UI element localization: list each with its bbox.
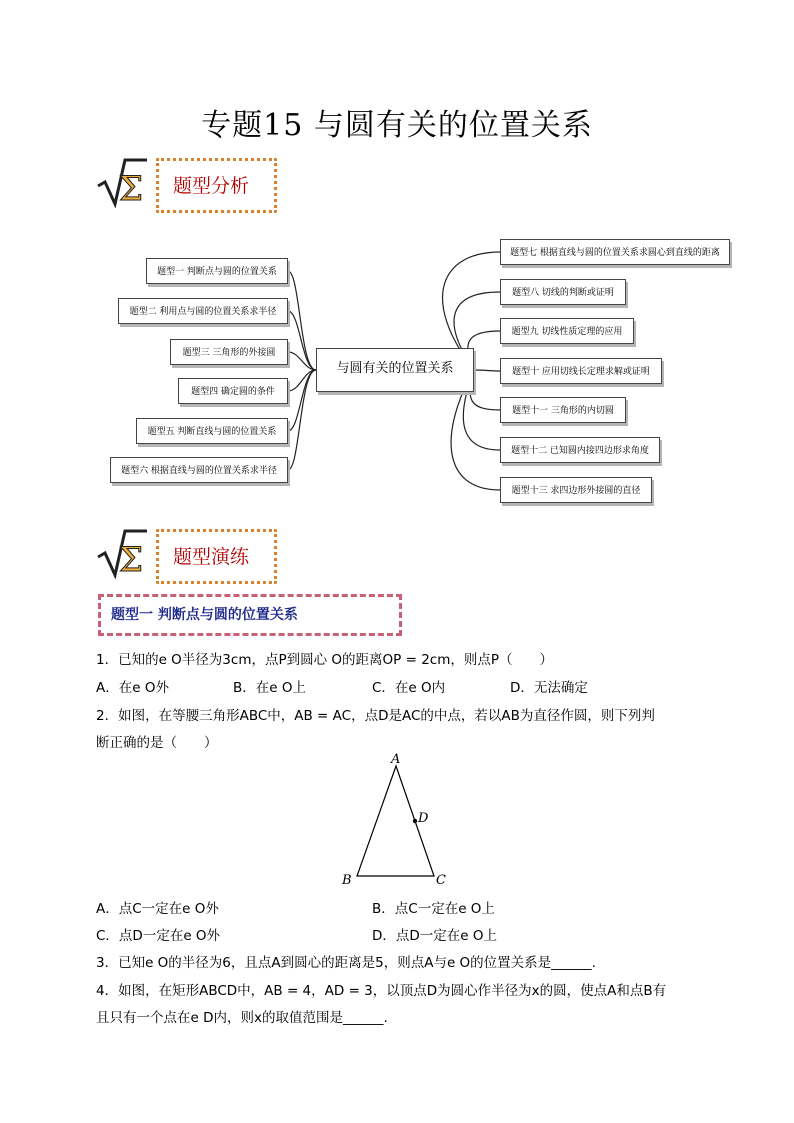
- mind-map-node-type9: 题型九 切线性质定理的应用: [500, 318, 634, 344]
- mind-map: [0, 0, 794, 520]
- mind-map-node-type3: 题型三 三角形的外接圆: [170, 339, 288, 365]
- mind-map-node-type7: 题型七 根据直线与圆的位置关系求圆心到直线的距离: [500, 239, 730, 265]
- triangle-figure: [330, 750, 460, 890]
- q2-option-c: C．点D一定在e O外: [96, 928, 221, 944]
- question-2-line1: 2．如图，在等腰三角形ABC中，AB = AC，点D是AC的中点，若以AB为直径作圆，则下列判: [96, 708, 655, 724]
- svg-text:Σ: Σ: [119, 540, 144, 579]
- mind-map-node-type8: 题型八 切线的判断或证明: [500, 279, 626, 305]
- question-3: 3．已知e O的半径为6，且点A到圆心的距离是5，则点A与e O的位置关系是______.: [96, 955, 596, 971]
- q1-option-b: B．在e O上: [233, 680, 306, 696]
- q2-option-b: B．点C一定在e O上: [372, 901, 495, 917]
- sqrt-sigma-icon: [95, 527, 150, 579]
- mind-map-center: 与圆有关的位置关系: [316, 348, 474, 392]
- mind-map-node-type2: 题型二 利用点与圆的位置关系求半径: [118, 298, 288, 324]
- label-c: C: [436, 873, 446, 888]
- label-d: D: [418, 811, 429, 826]
- label-a: A: [391, 752, 401, 767]
- mind-map-node-type6: 题型六 根据直线与圆的位置关系求半径: [110, 457, 288, 483]
- mind-map-node-type4: 题型四 确定圆的条件: [178, 378, 288, 404]
- q2-option-a: A．点C一定在e O外: [96, 901, 219, 917]
- question-4-line2: 且只有一个点在e D内，则x的取值范围是______.: [96, 1010, 388, 1026]
- q1-option-d: D．无法确定: [510, 680, 588, 696]
- section-analysis-label: 题型分析: [156, 158, 277, 213]
- section-practice-label: 题型演练: [156, 529, 277, 584]
- q1-option-a: A．在e O外: [96, 680, 169, 696]
- mind-map-node-type5: 题型五 判断直线与圆的位置关系: [136, 418, 288, 444]
- label-b: B: [342, 873, 352, 888]
- svg-text:Σ: Σ: [119, 169, 144, 208]
- mind-map-node-type13: 题型十三 求四边形外接圆的直径: [500, 477, 652, 503]
- q2-option-d: D．点D一定在e O上: [372, 928, 498, 944]
- point-d: [413, 819, 417, 823]
- question-4-line1: 4．如图，在矩形ABCD中，AB = 4，AD = 3，以顶点D为圆心作半径为x的圆，使点A和点B有: [96, 983, 667, 999]
- q1-option-c: C．在e O内: [372, 680, 446, 696]
- mind-map-node-type10: 题型十 应用切线长定理求解或证明: [500, 358, 662, 384]
- question-2-line2: 断正确的是（ ）: [96, 735, 218, 751]
- question-1: 1．已知的e O半径为3cm，点P到圆心 O的距离OP = 2cm，则点P（ ）: [96, 652, 553, 668]
- mind-map-node-type12: 题型十二 已知圆内接四边形求角度: [500, 437, 660, 463]
- mind-map-node-type11: 题型十一 三角形的内切圆: [500, 397, 626, 423]
- type1-header: 题型一 判断点与圆的位置关系: [98, 594, 402, 636]
- mind-map-node-type1: 题型一 判断点与圆的位置关系: [146, 258, 288, 284]
- page-title: 专题15 与圆有关的位置关系: [201, 108, 593, 143]
